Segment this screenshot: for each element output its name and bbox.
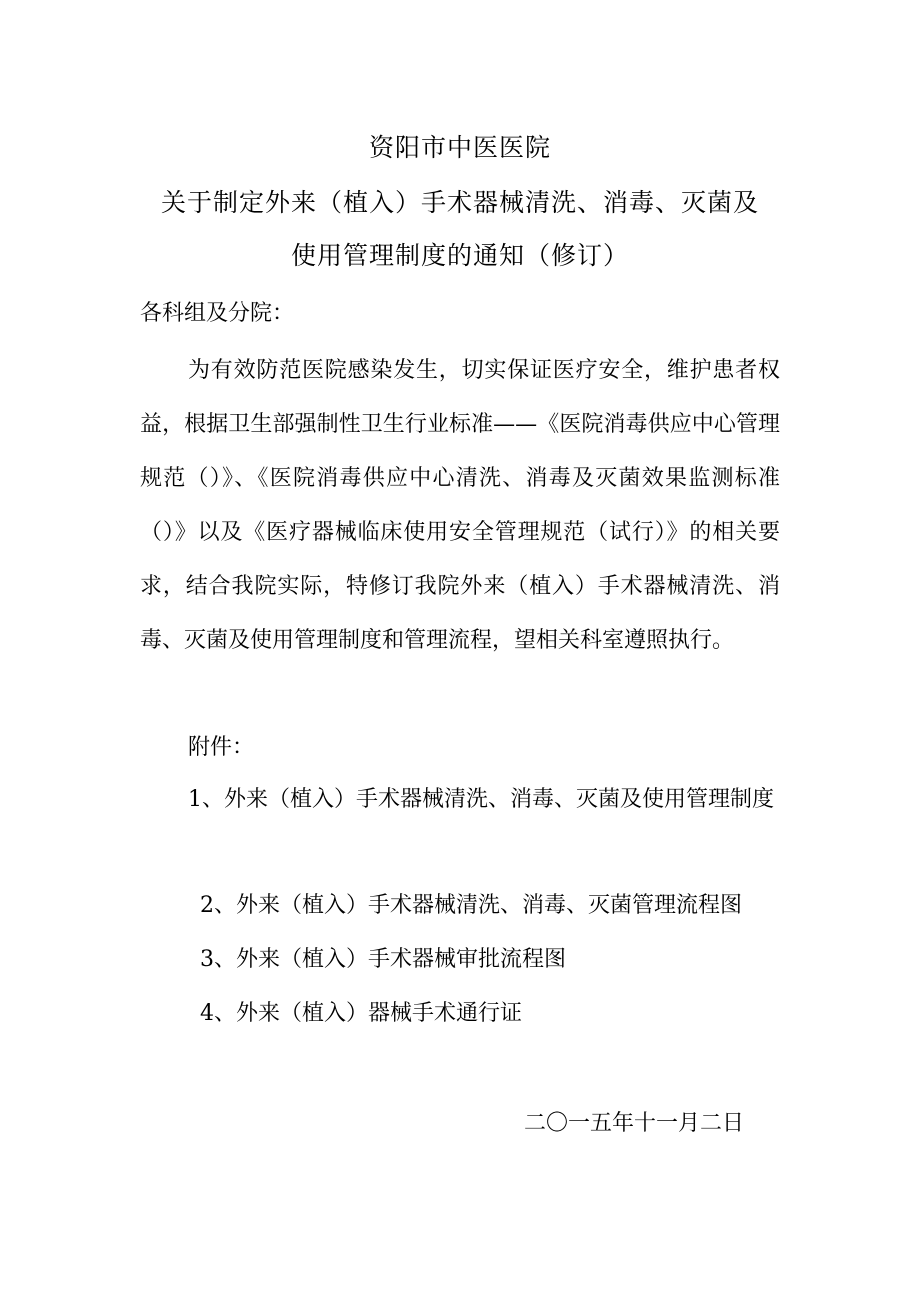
title-notice-line2: 使用管理制度的通知（修订） — [290, 241, 629, 270]
title-hospital-name: 资阳市中医医院 — [368, 133, 551, 162]
attachment-item-2: 2、外来（植入）手术器械清洗、消毒、灭菌管理流程图 — [200, 893, 742, 918]
title-notice-line1: 关于制定外来（植入）手术器械清洗、消毒、灭菌及 — [160, 188, 759, 217]
body-paragraph: 为有效防范医院感染发生，切实保证医疗安全，维护患者权益，根据卫生部强制性卫生行业标准——《医院消毒供应中心管理规范（）》、《医院消毒供应中心清洗、消毒及灭菌效果监测标准（）》以及《医疗器械临床使用安全管理规范（试行）》的相关要求，结合我院实际，特修订我院外来（植入）手术器械清洗、消毒、灭菌及使用管理制度和管理流程，望相关科室遵照执行。 — [140, 358, 780, 653]
salutation: 各科组及分院： — [140, 301, 295, 326]
attachments-label: 附件： — [188, 735, 255, 760]
attachment-item-4: 4、外来（植入）器械手术通行证 — [200, 1001, 522, 1026]
attachment-item-3: 3、外来（植入）手术器械审批流程图 — [200, 947, 566, 972]
document-date: 二〇一五年十一月二日 — [524, 1111, 745, 1136]
attachment-item-1: 1、外来（植入）手术器械清洗、消毒、灭菌及使用管理制度 — [188, 787, 774, 812]
